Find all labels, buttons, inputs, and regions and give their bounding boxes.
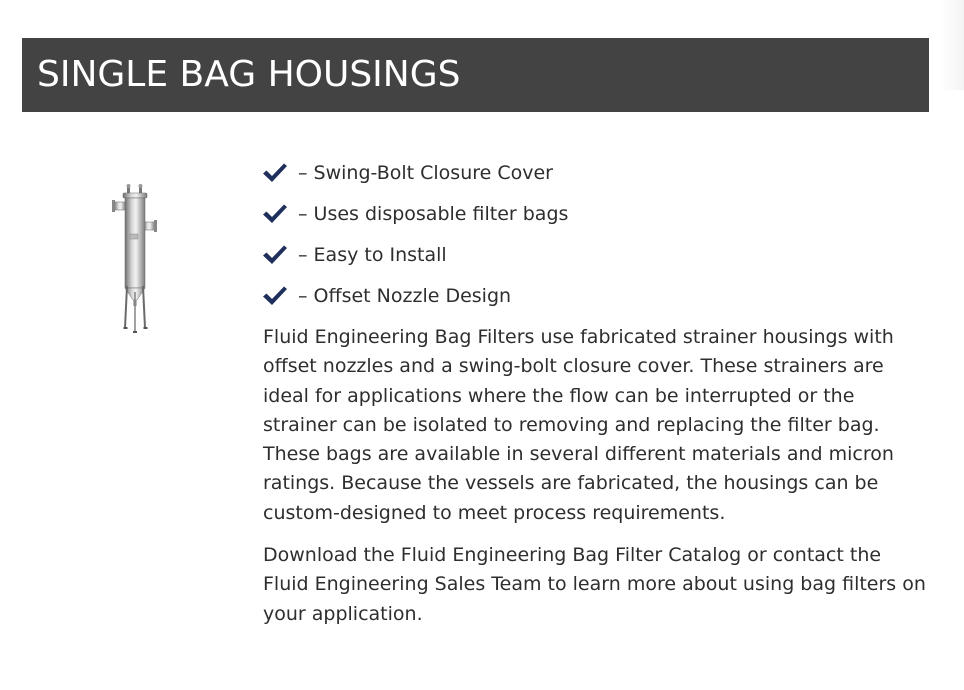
list-item (262, 193, 922, 234)
feature-label: – Easy to Install (298, 243, 447, 266)
list-item (262, 275, 922, 316)
product-description: Fluid Engineering Bag Filters use fabricated strainer housings with offset nozzles and a swing-bolt closure cover. These strainers are ideal for applications where the flow can be interrupted or the strainer can be isolated to removing and replacing the filter bag. These bags are available in several different materials and micron ratings. Because the vessels are fabricated, the housings can be custom-designed to meet process requirements. (263, 326, 894, 524)
feature-list (262, 152, 922, 316)
checkmark-icon (262, 162, 288, 184)
checkmark-icon (262, 244, 288, 266)
feature-label: – Uses disposable filter bags (298, 202, 569, 225)
section-header (22, 38, 929, 112)
bag-filter-housing-icon (108, 182, 160, 340)
feature-label: – Offset Nozzle Design (298, 284, 512, 307)
list-item (262, 152, 922, 193)
page-edge-shadow (940, 0, 964, 90)
feature-label: – Swing-Bolt Closure Cover (298, 161, 553, 184)
page-title: SINGLE BAG HOUSINGS (37, 54, 461, 95)
checkmark-icon (262, 203, 288, 225)
catalog-cta-text: Download the Fluid Engineering Bag Filter Catalog or contact the Fluid Engineering Sales Team to learn more about using bag filters on your application. (263, 544, 926, 625)
list-item (262, 234, 922, 275)
checkmark-icon (262, 285, 288, 307)
